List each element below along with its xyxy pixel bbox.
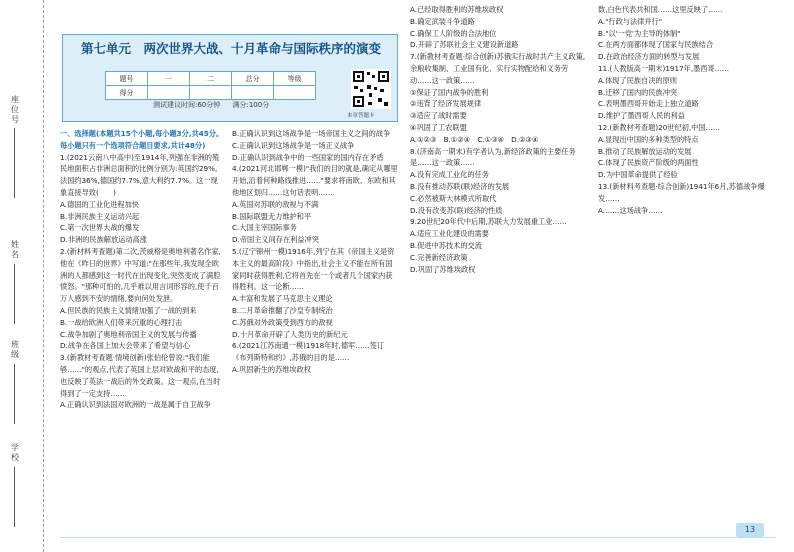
question-column-1 — [60, 128, 224, 411]
cut-line — [43, 0, 44, 552]
score-table — [105, 71, 316, 100]
question-text: 数,白色代表共和国……这里反映了…… — [598, 5, 723, 14]
margin-field-name: 姓名 — [11, 240, 19, 259]
answer-option: B.正确认识到这场战争是一场帝国主义之间的战争 — [232, 129, 391, 138]
question-text: 2.(新材料考查题)第二次,茨威格是奥地利著名作家,他在《昨日的世界》中写道:"在那些年,我发现全欧洲的人都感到这一时代在出现变化,突然变成了满腔愤怒。"那种可怕的,几乎难以用言词形容的,使千百万人感到不安的情绪,要向何处发泄。 — [60, 246, 221, 304]
score-cell: 得分 — [106, 86, 148, 100]
answer-option: B.没有推动苏联(联)经济的发展 — [410, 181, 510, 191]
section-heading: 一、选择题(本题共15个小题,每小题3分,共45分。每小题只有一个选项符合题目要求,共计48分) — [60, 129, 224, 150]
page-number: 13 — [736, 523, 764, 537]
answer-option: C.完善新经济政策 — [410, 252, 468, 262]
unit-title: 第七单元 两次世界大战、十月革命与国际秩序的演变 — [80, 41, 381, 56]
answer-option: ①保证了国内战争的胜利 — [410, 87, 489, 97]
margin-field-class: 班级 — [11, 340, 19, 359]
answer-option: D.战争在各国上加大会带来了希望与信心 — [60, 341, 191, 351]
exam-meta — [153, 100, 269, 110]
qr-code-icon[interactable] — [351, 69, 391, 109]
question-text: 1.(2021云南八中高中)至1914年,列强在非洲的殖民地面积占非洲总面积的比例分别为:英国约29%,法国约36%,德国约7.7%,意大利约7.7%。这一现象直接导致( ) — [60, 152, 220, 197]
answer-option: C.第一次世界大战的爆发 — [60, 223, 140, 233]
margin-fill-line — [14, 364, 15, 424]
answer-option: C.战争加剧了奥地利帝国主义的发展与传播 — [60, 329, 197, 339]
answer-option: C.在两方面都体现了国家与民族结合 — [598, 40, 714, 50]
score-cell[interactable] — [274, 86, 316, 100]
score-cell[interactable] — [190, 86, 232, 100]
answer-option: ②违背了经济发展规律 — [410, 99, 482, 109]
answer-option: A.……这场战争…… — [598, 205, 663, 215]
binding-margin — [0, 0, 52, 552]
answer-option: A.巩固新生的苏维埃政权 — [232, 364, 311, 374]
answer-option: ③适应了战时需要 — [410, 111, 467, 121]
answer-option: A.已经取得胜利的苏维埃政权 — [410, 5, 504, 14]
answer-option: B.非洲民族主义运动兴起 — [60, 211, 140, 221]
answer-option: D.非洲的民族解放运动高涨 — [60, 235, 147, 245]
full-score-label: 满分:100分 — [232, 101, 270, 109]
answer-option: A.体现了民族自决的原则 — [598, 75, 677, 85]
answer-option: D.在政治经济方面的转型与发展 — [598, 52, 700, 62]
answer-option: B.国际联盟无力维护和平 — [232, 211, 312, 221]
question-text: 5.(辽宁锦州一模)1916年,列宁在其《帝国主义是资本主义的最高阶段》中指出,社会主义不能在所有国家同时获得胜利,它将首先在一个或者几个国家内获得胜利。这一论断…… — [232, 246, 395, 292]
unit-header — [62, 34, 398, 122]
question-text: 4.(2021河北邯郸一模)"我们的目的就是,确定从哪里开始,沿着何种路线推进……"要求将南欧、东欧和其他地区划归……这句话表明…… — [232, 164, 398, 197]
answer-option: D.没有改变苏(联)经济的性质 — [410, 205, 503, 215]
answer-option: D.十月革命开辟了人类历史的新纪元 — [232, 329, 348, 339]
answer-option: A.但民族的民族主义情绪加强了一战的到来 — [60, 305, 197, 315]
score-cell: 总分 — [232, 72, 274, 86]
answer-option: ④巩固了工农联盟 — [410, 122, 467, 132]
answer-option: A.丰富和发展了马克思主义理论 — [232, 294, 333, 304]
answer-option: C.确保工人阶级的合法地位 — [410, 28, 497, 38]
question-text: 8.(济南高一期末)有学者认为,新经济政策的主要任务是……这一政策…… — [410, 146, 576, 168]
answer-option: B.一战给欧洲人们带来沉重的心理打击 — [60, 317, 183, 327]
answer-option: D.巩固了苏维埃政权 — [410, 264, 476, 274]
question-text: 3.(新教材考查题·情境创新)张伯伦曾说:"我们能够……"的观点,代表了英国上层对欧战和平的态度,也反映了英法一战后的外交政策。这一观点,在当时得到了一定支持…… — [60, 353, 221, 398]
question-column-4 — [598, 4, 776, 216]
answer-option: C.表明墨西哥开始走上独立道路 — [598, 99, 699, 109]
answer-option: A.显现出中国的多种类型的特点 — [598, 134, 699, 144]
answer-option: B.促进中苏技术的交流 — [410, 240, 482, 250]
answer-option: C.大国主宰国际事务 — [232, 223, 297, 233]
question-column-2 — [232, 128, 398, 376]
answer-option: C.体现了民族资产阶级的两面性 — [598, 158, 699, 168]
answer-option: B.确定武装斗争道路 — [410, 16, 475, 26]
score-cell: 等级 — [274, 72, 316, 86]
question-text: 7.(新教材考查题·综合创新)苏俄实行战时共产主义政策,余粮收集制、工业国有化、实行实物配给和义务劳动……这一政策…… — [410, 52, 586, 85]
score-cell[interactable] — [232, 86, 274, 100]
answer-option: D.帝国主义间存在利益冲突 — [232, 235, 319, 245]
question-text: 12.(新教材考查题)20世纪初,中国…… — [598, 122, 720, 132]
answer-option: C.必然被斯大林模式所取代 — [410, 193, 497, 203]
question-text: 6.(2021江苏南通一模)1918年时,德军……签订《布列斯特和约》,苏俄的目的是…… — [232, 341, 384, 363]
answer-option: B."以'一党'为主导的体制" — [598, 28, 681, 38]
margin-fill-line — [14, 264, 15, 324]
answer-option: A.①②③ B.①②④ C.①③④ D.②③④ — [410, 134, 539, 144]
time-label: 测试建议时间:60分钟 — [153, 101, 221, 109]
answer-option: A.正确认识到法国对欧洲的一战是属于自卫战争 — [60, 400, 211, 410]
score-cell: 二 — [190, 72, 232, 86]
answer-option: A."行政与法律并行" — [598, 16, 663, 26]
question-text: 9.20世纪20年代中后期,苏联大力发展重工业…… — [410, 217, 567, 227]
answer-option: B.推动了民族解放运动的发展 — [598, 146, 692, 156]
margin-field-school: 学校 — [11, 443, 19, 462]
answer-option: D.开辟了苏联社会主义建设新道路 — [410, 40, 519, 50]
answer-option: B.二月革命推翻了沙皇专制统治 — [232, 305, 333, 315]
qr-caption: 本章答题卡 — [347, 113, 375, 119]
score-cell[interactable] — [148, 86, 190, 100]
footer-rule — [60, 537, 775, 538]
answer-option: D.正确认识到战争中的一些国家的国内存在矛盾 — [232, 152, 384, 162]
answer-option: C.苏俄对外政策受到西方的敌视 — [232, 317, 333, 327]
margin-field-seat: 座位号 — [11, 95, 19, 124]
answer-option: C.正确认识到这场战争是一场正义战争 — [232, 140, 355, 150]
answer-option: A.英国对苏联的敌视与不满 — [232, 199, 319, 209]
answer-option: A.德国的工业化进程加快 — [60, 199, 139, 209]
answer-option: D.维护了墨西哥人民的利益 — [598, 111, 685, 121]
margin-fill-line — [14, 467, 15, 527]
answer-option: D.为中国革命提供了经验 — [598, 170, 678, 180]
answer-option: A.适应工业化建设的需要 — [410, 229, 489, 239]
score-cell: 题号 — [106, 72, 148, 86]
question-text: 13.(新材料考查题·综合创新)1941年6月,苏德战争爆发…… — [598, 181, 765, 203]
answer-option: A.没有完成工业化的任务 — [410, 170, 489, 180]
question-text: 11.(人教版高一期末)1917年,墨西哥…… — [598, 63, 730, 73]
answer-option: B.迁移了国内的民族冲突 — [598, 87, 678, 97]
question-column-3 — [410, 4, 588, 275]
margin-fill-line — [14, 128, 15, 198]
score-cell: 一 — [148, 72, 190, 86]
